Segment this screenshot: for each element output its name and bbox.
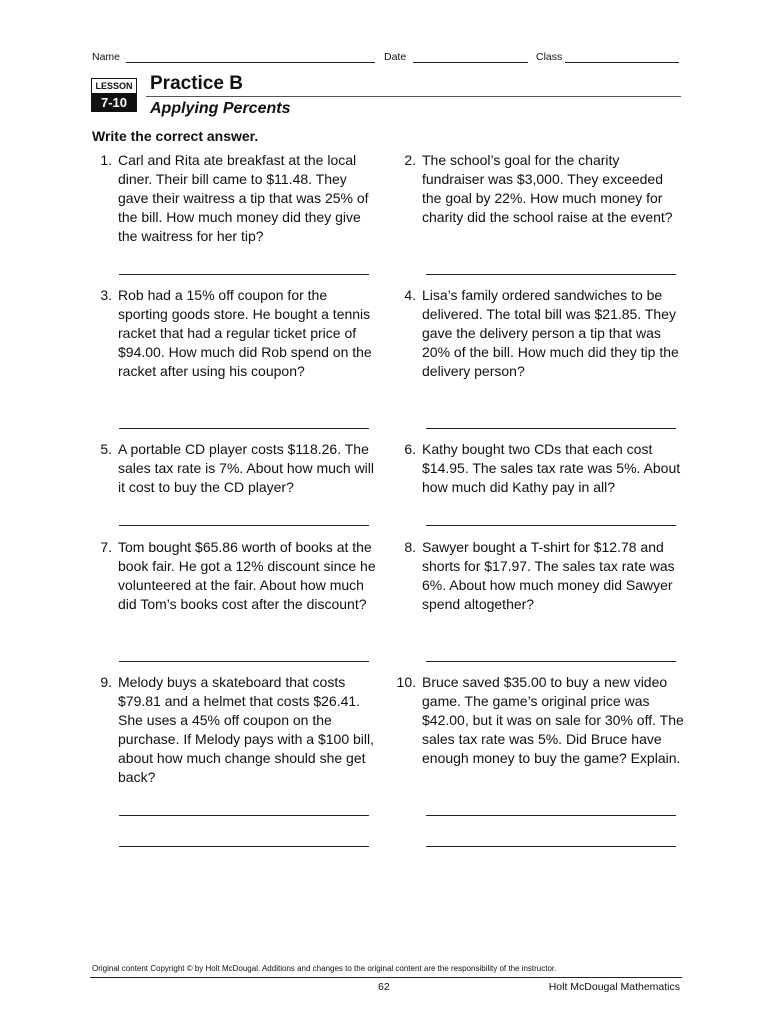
answer-line-1[interactable]: [119, 274, 369, 275]
date-label: Date: [384, 51, 407, 63]
problem-text: A portable CD player costs $118.26. The sales tax rate is 7%. About how much will it cost to buy the CD player?: [118, 441, 375, 495]
answer-line-7[interactable]: [119, 661, 369, 662]
problem-text: Rob had a 15% off coupon for the sporting goods store. He bought a tennis racket that had a regular ticket price of $94.00. How much did Rob spend on the racket after using his coupon?: [118, 287, 372, 379]
problem-number: 3.: [100, 287, 112, 303]
page-subtitle: Applying Percents: [150, 100, 291, 117]
page-title: Practice B: [150, 73, 243, 94]
answer-line-10b[interactable]: [426, 846, 676, 847]
problem-number: 2.: [404, 152, 416, 168]
problem-text: Tom bought $65.86 worth of books at the book fair. He got a 12% discount since he volunteered at the fair. About how much did Tom’s books cost after the discount?: [118, 539, 376, 612]
problem-text: Melody buys a skateboard that costs $79.81 and a helmet that costs $26.41. She uses a 45% off coupon on the purchase. If Melody pays with a $100 bill, about how much change should she get back?: [118, 674, 375, 785]
lesson-badge: [91, 78, 137, 112]
answer-line-10a[interactable]: [426, 815, 676, 816]
page-number: 62: [378, 981, 390, 993]
copyright-notice: Original content Copyright © by Holt McDougal. Additions and changes to the original content are the responsibility of the instructor.: [92, 964, 557, 973]
problem-text: Kathy bought two CDs that each cost $14.95. The sales tax rate was 5%. About how much did Kathy pay in all?: [422, 441, 681, 495]
publisher-name: Holt McDougal Mathematics: [548, 981, 680, 993]
problem-number: 8.: [404, 539, 416, 555]
answer-line-6[interactable]: [426, 525, 676, 526]
problem-number: 5.: [100, 441, 112, 457]
instructions: Write the correct answer.: [92, 128, 259, 144]
answer-line-8[interactable]: [426, 661, 676, 662]
title-divider: [146, 96, 681, 97]
problem-text: Bruce saved $35.00 to buy a new video game. The game’s original price was $42.00, but it was on sale for 30% off. The sales tax rate was 5%. Did Bruce have enough money to buy the game? Explain.: [422, 674, 684, 766]
class-field[interactable]: [565, 62, 679, 63]
problem-text: The school’s goal for the charity fundraiser was $3,000. They exceeded the goal by 22%. How much money for charity did the school raise at the event?: [422, 152, 673, 225]
name-label: Name: [92, 51, 121, 63]
answer-line-9b[interactable]: [119, 846, 369, 847]
problem-text: Sawyer bought a T-shirt for $12.78 and shorts for $17.97. The sales tax rate was 6%. About how much money did Sawyer spend altogether?: [422, 539, 675, 612]
problem-number: 6.: [404, 441, 416, 457]
name-field[interactable]: [126, 62, 375, 63]
answer-line-3[interactable]: [119, 428, 369, 429]
problem-number: 1.: [100, 152, 112, 168]
footer-divider: [90, 977, 682, 978]
class-label: Class: [536, 51, 563, 63]
answer-line-4[interactable]: [426, 428, 676, 429]
problem-text: Carl and Rita ate breakfast at the local diner. Their bill came to $11.48. They gave their waitress a tip that was 25% of the bill. How much money did they give the waitress for her tip?: [118, 152, 369, 244]
lesson-label: LESSON: [91, 78, 137, 94]
problem-number: 9.: [100, 674, 112, 690]
answer-line-9a[interactable]: [119, 815, 369, 816]
problem-number: 7.: [100, 539, 112, 555]
problem-number: 4.: [404, 287, 416, 303]
problem-number: 10.: [396, 674, 416, 690]
answer-line-2[interactable]: [426, 274, 676, 275]
lesson-number: 7-10: [91, 94, 137, 112]
problem-text: Lisa’s family ordered sandwiches to be delivered. The total bill was $21.85. They gave the delivery person a tip that was 20% of the bill. How much did they tip the delivery person?: [422, 287, 679, 379]
date-field[interactable]: [413, 62, 528, 63]
answer-line-5[interactable]: [119, 525, 369, 526]
